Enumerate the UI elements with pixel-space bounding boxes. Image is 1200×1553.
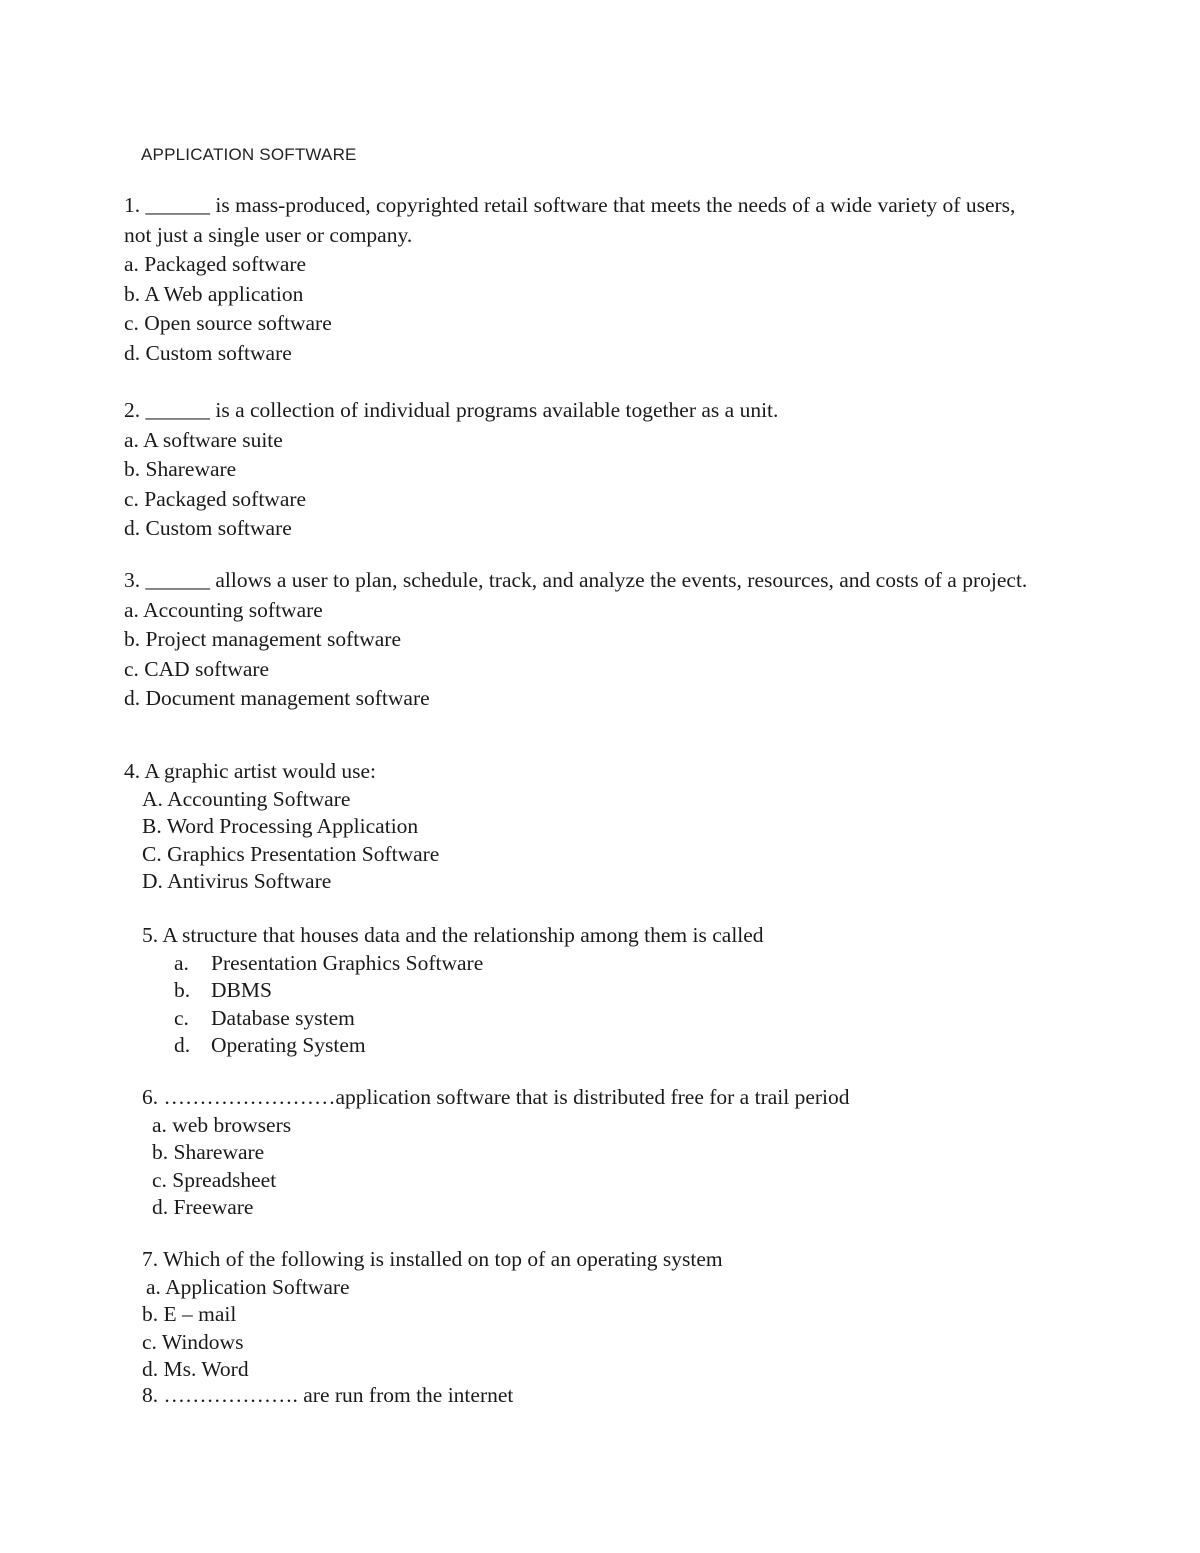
answer-option: b. Project management software xyxy=(124,627,402,651)
question-8 xyxy=(142,1382,513,1410)
question-stem: 4. A graphic artist would use: xyxy=(124,759,376,783)
answer-option: D. Antivirus Software xyxy=(142,869,332,893)
answer-option: d. Custom software xyxy=(124,340,292,365)
question-stem: 3. ______ allows a user to plan, schedule, track, and analyze the events, resources, and costs of a project. xyxy=(124,568,1028,592)
answer-option: d. Custom software xyxy=(124,516,292,540)
answer-option xyxy=(142,950,764,978)
answer-option: a. Packaged software xyxy=(124,252,307,276)
answer-option: c. Windows xyxy=(142,1329,244,1354)
answer-option: A. Accounting Software xyxy=(142,786,351,811)
answer-option: C. Graphics Presentation Software xyxy=(142,841,440,866)
answer-option: a. Accounting software xyxy=(124,597,323,622)
question-stem: 7. Which of the following is installed on top of an operating system xyxy=(142,1247,723,1271)
question-stem: 8. ………………. are run from the internet xyxy=(142,1383,514,1407)
question-2 xyxy=(124,396,778,544)
answer-option xyxy=(142,977,764,1005)
answer-option: b. Shareware xyxy=(124,457,237,481)
answer-option xyxy=(142,1005,764,1033)
option-text: Database system xyxy=(211,1005,355,1030)
document-title: APPLICATION SOFTWARE xyxy=(141,145,357,164)
answer-option: b. Shareware xyxy=(152,1140,265,1164)
option-letter: c. xyxy=(174,1005,189,1030)
question-stem: 2. ______ is a collection of individual programs available together as a unit. xyxy=(124,398,779,422)
question-6 xyxy=(142,1084,850,1222)
answer-option: a. A software suite xyxy=(124,427,283,452)
question-stem: 1. ______ is mass-produced, copyrighted retail software that meets the needs of a wide variety of users, not just a single user or company. xyxy=(124,193,1016,247)
question-stem: 6. ……………………application software that is distributed free for a trail period xyxy=(142,1085,850,1109)
answer-option: b. E – mail xyxy=(142,1302,237,1326)
answer-option: a. Application Software xyxy=(146,1274,350,1299)
option-text: Operating System xyxy=(211,1033,366,1057)
option-text: Presentation Graphics Software xyxy=(211,950,484,975)
question-1 xyxy=(124,191,1044,368)
answer-option: d. Document management software xyxy=(124,686,430,710)
question-7 xyxy=(142,1246,723,1384)
answer-option: b. A Web application xyxy=(124,281,304,306)
answer-option: B. Word Processing Application xyxy=(142,814,419,838)
answer-option: a. web browsers xyxy=(152,1112,292,1137)
option-letter: d. xyxy=(174,1033,191,1057)
question-3 xyxy=(124,566,1044,714)
question-4 xyxy=(124,758,439,896)
answer-option: d. Ms. Word xyxy=(142,1357,249,1381)
option-text: DBMS xyxy=(211,978,272,1002)
question-5 xyxy=(142,922,764,1060)
answer-option: c. Spreadsheet xyxy=(152,1167,277,1192)
answer-option: c. Packaged software xyxy=(124,486,307,511)
answer-option xyxy=(142,1032,764,1060)
option-letter: b. xyxy=(174,978,191,1002)
answer-option: c. CAD software xyxy=(124,656,270,681)
question-stem: 5. A structure that houses data and the relationship among them is called xyxy=(142,923,764,947)
option-letter: a. xyxy=(174,950,189,975)
answer-option: d. Freeware xyxy=(152,1195,254,1219)
answer-option: c. Open source software xyxy=(124,311,332,335)
